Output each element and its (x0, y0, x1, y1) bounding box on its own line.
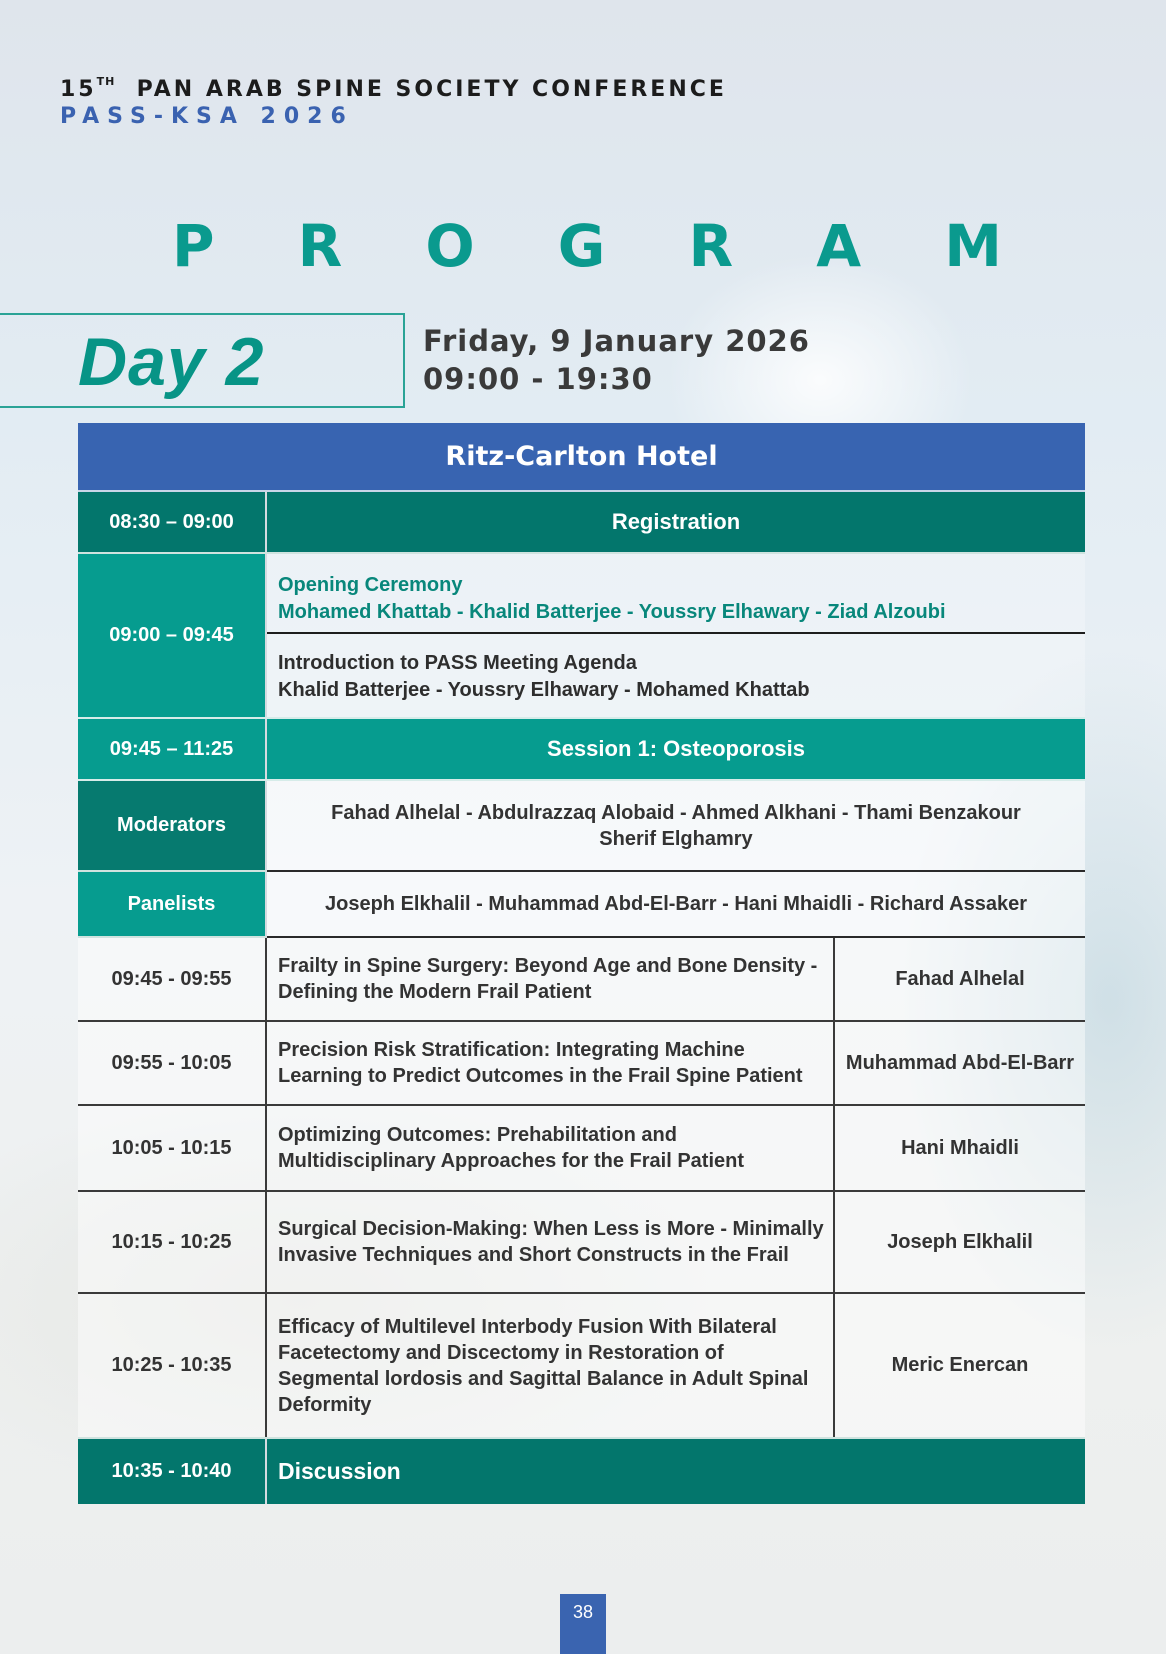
title-letter: M (944, 212, 1002, 280)
opening-ceremony-people: Mohamed Khattab - Khalid Batterjee - Youssry Elhawary - Ziad Alzoubi (278, 601, 946, 623)
title-letter: R (688, 212, 734, 280)
talk-time: 10:05 - 10:15 (78, 1106, 267, 1190)
moderators-line: Sherif Elghamry (599, 827, 753, 850)
talk-time: 09:55 - 10:05 (78, 1022, 267, 1104)
day-info (423, 322, 810, 398)
introduction-title: Introduction to PASS Meeting Agenda (278, 652, 637, 674)
schedule-table (78, 423, 1085, 1504)
title-letter: P (172, 212, 215, 280)
page-title (172, 212, 1002, 280)
talk-time: 10:25 - 10:35 (78, 1294, 267, 1437)
opening-ceremony-title: Opening Ceremony (278, 574, 463, 596)
conference-name-line (60, 77, 727, 102)
talk-row (78, 1106, 1085, 1192)
talk-title: Precision Risk Stratification: Integrating Machine Learning to Predict Outcomes in the Frail Spine Patient (267, 1022, 835, 1104)
introduction-people: Khalid Batterjee - Youssry Elhawary - Mohamed Khattab (278, 679, 810, 701)
title-letter: G (557, 212, 606, 280)
talk-title: Optimizing Outcomes: Prehabilitation and Multidisciplinary Approaches for the Frail Patient (267, 1106, 835, 1190)
venue-header: Ritz-Carlton Hotel (78, 423, 1085, 492)
panelists-label: Panelists (78, 872, 267, 938)
time-cell: 09:00 – 09:45 (78, 554, 267, 717)
introduction-block (267, 634, 1085, 714)
talk-speaker: Muhammad Abd-El-Barr (845, 1051, 1075, 1074)
title-letter: O (425, 212, 475, 280)
registration-label: Registration (611, 509, 741, 534)
time-cell: 09:45 – 11:25 (78, 719, 267, 779)
title-letter: R (297, 212, 343, 280)
day-date: Friday, 9 January 2026 (423, 324, 810, 358)
opening-ceremony-block (267, 554, 1085, 634)
moderators-row (78, 781, 1085, 872)
day-hours: 09:00 - 19:30 (423, 362, 653, 396)
panelists-names: Joseph Elkhalil - Muhammad Abd-El-Barr - Hani Mhaidli - Richard Assaker (267, 872, 1085, 938)
talk-title: Frailty in Spine Surgery: Beyond Age and Bone Density - Defining the Modern Frail Patient (267, 938, 835, 1020)
title-letter: A (816, 212, 862, 280)
talk-speaker: Hani Mhaidli (901, 1136, 1019, 1159)
day-label-box (0, 313, 405, 408)
discussion-row (78, 1437, 1085, 1504)
conference-short-name: PASS-KSA 2026 (60, 104, 354, 129)
session-title: Session 1: Osteoporosis (547, 736, 805, 761)
talk-title: Surgical Decision-Making: When Less is More - Minimally Invasive Techniques and Short Constructs in the Frail (267, 1192, 835, 1292)
talk-row (78, 1022, 1085, 1106)
registration-row (78, 492, 1085, 554)
talk-row (78, 1192, 1085, 1294)
talk-row (78, 938, 1085, 1022)
talk-speaker: Fahad Alhelal (895, 967, 1025, 990)
talk-time: 10:15 - 10:25 (78, 1192, 267, 1292)
conference-name: PAN ARAB SPINE SOCIETY CONFERENCE (136, 77, 727, 102)
time-cell: 10:35 - 10:40 (78, 1439, 267, 1504)
opening-row (78, 554, 1085, 717)
talk-row (78, 1294, 1085, 1437)
conference-header (60, 77, 727, 129)
talk-speaker: Joseph Elkhalil (887, 1230, 1033, 1253)
page-number: 38 (560, 1594, 606, 1654)
opening-content (267, 554, 1085, 717)
edition-number: 15 (60, 77, 97, 102)
session-header-row (78, 717, 1085, 781)
time-cell: 08:30 – 09:00 (78, 492, 267, 552)
moderators-names (267, 781, 1085, 872)
panelists-row (78, 872, 1085, 938)
talk-title: Efficacy of Multilevel Interbody Fusion With Bilateral Facetectomy and Discectomy in Restoration of Segmental lordosis and Sagittal Balance in Adult Spinal Deformity (267, 1294, 835, 1437)
day-label: Day 2 (78, 324, 265, 400)
edition-suffix: TH (96, 75, 116, 88)
moderators-label: Moderators (78, 781, 267, 872)
discussion-label: Discussion (278, 1458, 401, 1484)
talk-speaker: Meric Enercan (891, 1354, 1029, 1376)
talk-time: 09:45 - 09:55 (78, 938, 267, 1020)
moderators-line: Fahad Alhelal - Abdulrazzaq Alobaid - Ahmed Alkhani - Thami Benzakour (331, 801, 1021, 824)
